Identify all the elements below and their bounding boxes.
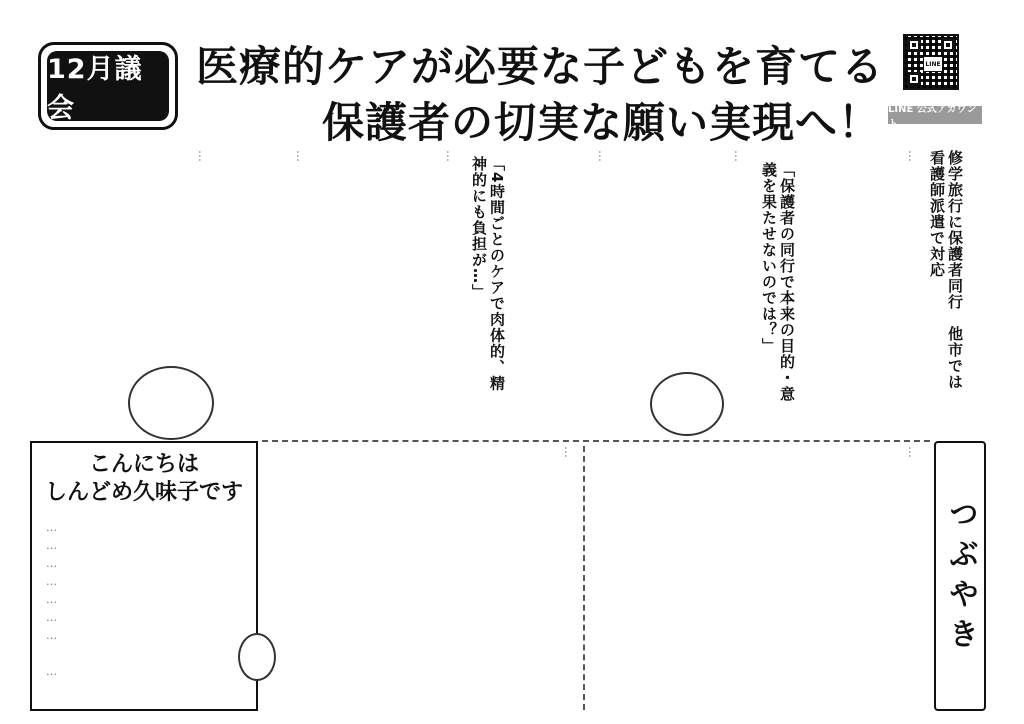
profile-box	[30, 441, 258, 711]
greeting-line-2: しんどめ久味子です	[44, 480, 243, 505]
article-column: …	[596, 150, 610, 163]
line-account-tag: LINE 公式アカウント	[888, 106, 982, 124]
council-session-badge	[38, 42, 178, 130]
essay-column: …	[562, 446, 576, 459]
headline-line-1: 医療的ケアが必要な子どもを育てる	[196, 42, 885, 91]
family-illustration	[650, 372, 724, 436]
email-address[interactable]: …	[46, 611, 57, 624]
essay-title: つぶやき	[943, 498, 978, 658]
greeting-line-1: こんにちは	[88, 452, 199, 477]
article-divider	[262, 440, 930, 442]
badge-label: 12月議会	[47, 51, 169, 121]
address: …	[46, 557, 57, 570]
qr-code-icon	[903, 34, 959, 90]
article-column: …	[906, 150, 920, 163]
essay-column: …	[906, 446, 920, 459]
essay-title-box	[934, 441, 986, 711]
search-note: …	[46, 593, 57, 606]
publisher: …	[46, 539, 57, 552]
article-column: …	[196, 150, 210, 163]
website-url[interactable]: …	[46, 575, 57, 588]
issue-number: …	[46, 521, 57, 534]
headline-line-2: 保護者の切実な願い実現へ！	[322, 98, 882, 147]
heading-four-hour-care: 「4時間ごとのケアで肉体的、精神的にも負担が…」	[470, 156, 506, 392]
column-divider	[583, 446, 585, 710]
article-column: …	[732, 150, 746, 163]
article-column: …	[444, 150, 458, 163]
contact-note: …	[46, 665, 57, 678]
heading-field-trip: 修学旅行に保護者同行 他市では看護師派遣で対応	[928, 150, 964, 390]
qr-line-badge: LINE	[923, 56, 943, 72]
article-column: …	[294, 150, 308, 163]
heading-original-purpose: 「保護者の同行で本来の目的・意義を果たせないのでは？」	[760, 162, 796, 402]
consultation-notice: …	[46, 629, 57, 642]
